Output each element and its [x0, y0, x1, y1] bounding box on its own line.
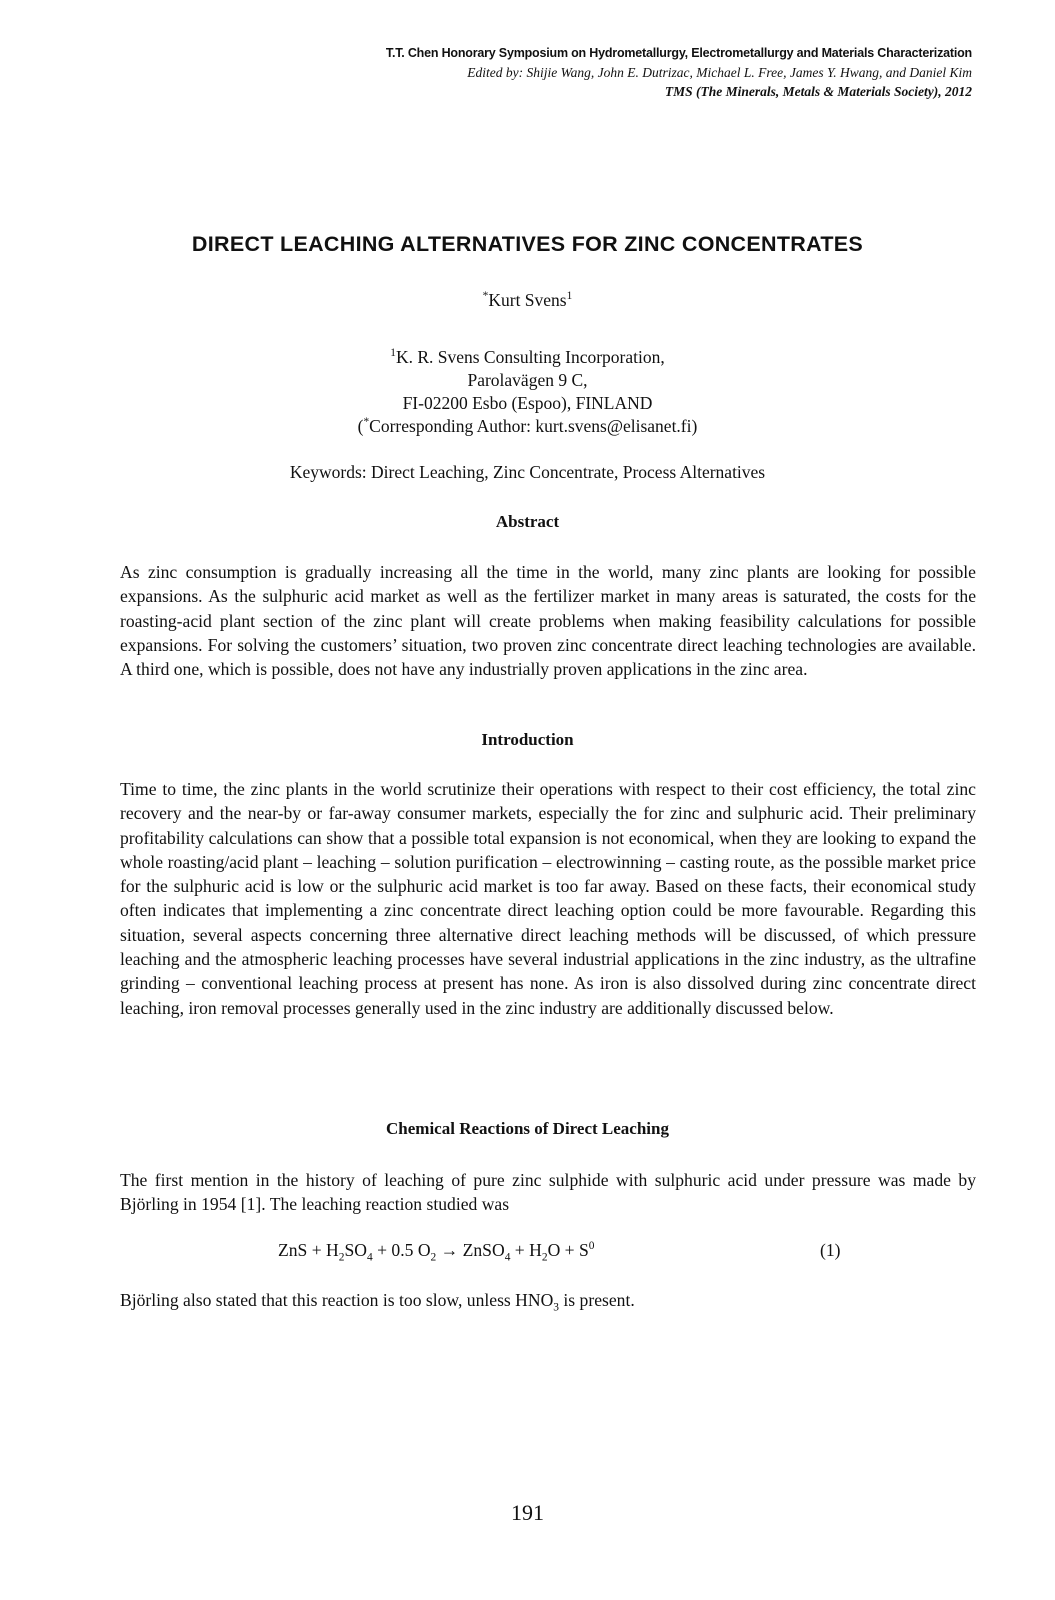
author-line: [0, 290, 1055, 311]
bjorling-note: [120, 1288, 976, 1312]
eq-part: + H: [510, 1240, 542, 1260]
page-number: 191: [511, 1500, 544, 1525]
eq-part: + 0.5 O: [372, 1240, 431, 1260]
eq-part: O + S: [547, 1240, 589, 1260]
eq-sub: 4: [504, 1251, 511, 1264]
abstract-text: As zinc consumption is gradually increasing all the time in the world, many zinc plants are looking for possible expansions. As the sulphuric acid market as well as the fertilizer market in many areas is saturated, the costs for the roasting-acid plant section of the zinc plant will create problems when making feasibility calculations for possible expansions. For solving the customers’ situation, two proven zinc concentrate direct leaching technologies are available. A third one, which is possible, does not have any industrially proven applications in the zinc area.: [120, 562, 976, 680]
corr-open: (: [357, 416, 364, 436]
corr-text: Corresponding Author: kurt.svens@elisanet.fi): [369, 416, 698, 436]
eq-part: SO: [344, 1240, 367, 1260]
keywords: Keywords: Direct Leaching, Zinc Concentrate, Process Alternatives: [289, 462, 766, 482]
corr-mark: *: [363, 416, 370, 429]
affil-sup: 1: [390, 347, 396, 360]
running-header: [247, 44, 972, 101]
header-publisher: TMS (The Minerals, Metals & Materials Society), 2012: [664, 84, 972, 99]
corresponding-author: [0, 415, 1055, 438]
introduction-text: Time to time, the zinc plants in the world scrutinize their operations with respect to their cost efficiency, the total zinc recovery and the near-by or far-away consumer markets, especially the for zinc and sulphuric acid. Their preliminary profitability calculations can show that a possible total expansion is not economical, when they are looking to expand the whole roasting/acid plant – leaching – solution purification – electrowinning – casting route, as the possible market price for the sulphuric acid is low or the sulphuric acid market is too far away. Based on these facts, their economical study often indicates that implementing a zinc concentrate direct leaching option could be more favourable. Regarding this situation, several aspects concerning three alternative direct leaching methods will be discussed, of which pressure leaching and the atmospheric leaching processes have several industrial applications in the zinc industry, as the ultrafine grinding – conventional leaching process at present has none. As iron is also dissolved during zinc concentrate direct leaching, iron removal processes generally used in the zinc industry are additionally discussed below.: [120, 779, 976, 1018]
eq-sub: 4: [366, 1251, 373, 1264]
chemical-reactions-heading: Chemical Reactions of Direct Leaching: [386, 1119, 669, 1138]
affiliation-city: FI-02200 Esbo (Espoo), FINLAND: [402, 393, 653, 413]
affiliation: [0, 346, 1055, 438]
introduction-heading: Introduction: [481, 730, 574, 749]
header-editors: Edited by: Shijie Wang, John E. Dutrizac, Michael L. Free, James Y. Hwang, and Daniel Kim: [467, 65, 972, 80]
header-symposium: T.T. Chen Honorary Symposium on Hydrometallurgy, Electrometallurgy and Materials Characterization: [385, 46, 972, 60]
paper-title: DIRECT LEACHING ALTERNATIVES FOR ZINC CONCENTRATES: [191, 232, 864, 256]
eq-sup: 0: [588, 1240, 595, 1253]
eq-part: ZnS + H: [278, 1240, 339, 1260]
note-text-end: is present.: [559, 1290, 635, 1310]
note-text: Björling also stated that this reaction is too slow, unless HNO: [120, 1290, 554, 1310]
affiliation-street: Parolavägen 9 C,: [467, 370, 588, 390]
eq-sub: 2: [338, 1251, 345, 1264]
affiliation-org-text: K. R. Svens Consulting Incorporation,: [395, 347, 665, 367]
author-name: Kurt Svens: [488, 290, 567, 310]
reaction-equation: [278, 1240, 595, 1264]
chemical-reactions-text: The first mention in the history of leaching of pure zinc sulphide with sulphuric acid under pressure was made by Björling in 1954 [1]. The leaching reaction studied was: [120, 1170, 976, 1215]
eq-sub: 2: [541, 1251, 548, 1264]
note-sub: 3: [553, 1301, 559, 1314]
affiliation-org: [0, 346, 1055, 369]
eq-part: → ZnSO: [436, 1240, 505, 1260]
equation-number: (1): [820, 1240, 841, 1260]
author-affil-sup: 1: [566, 290, 573, 303]
abstract-heading: Abstract: [495, 512, 560, 531]
eq-sub: 2: [430, 1251, 437, 1264]
corresponding-mark: *: [482, 290, 489, 303]
